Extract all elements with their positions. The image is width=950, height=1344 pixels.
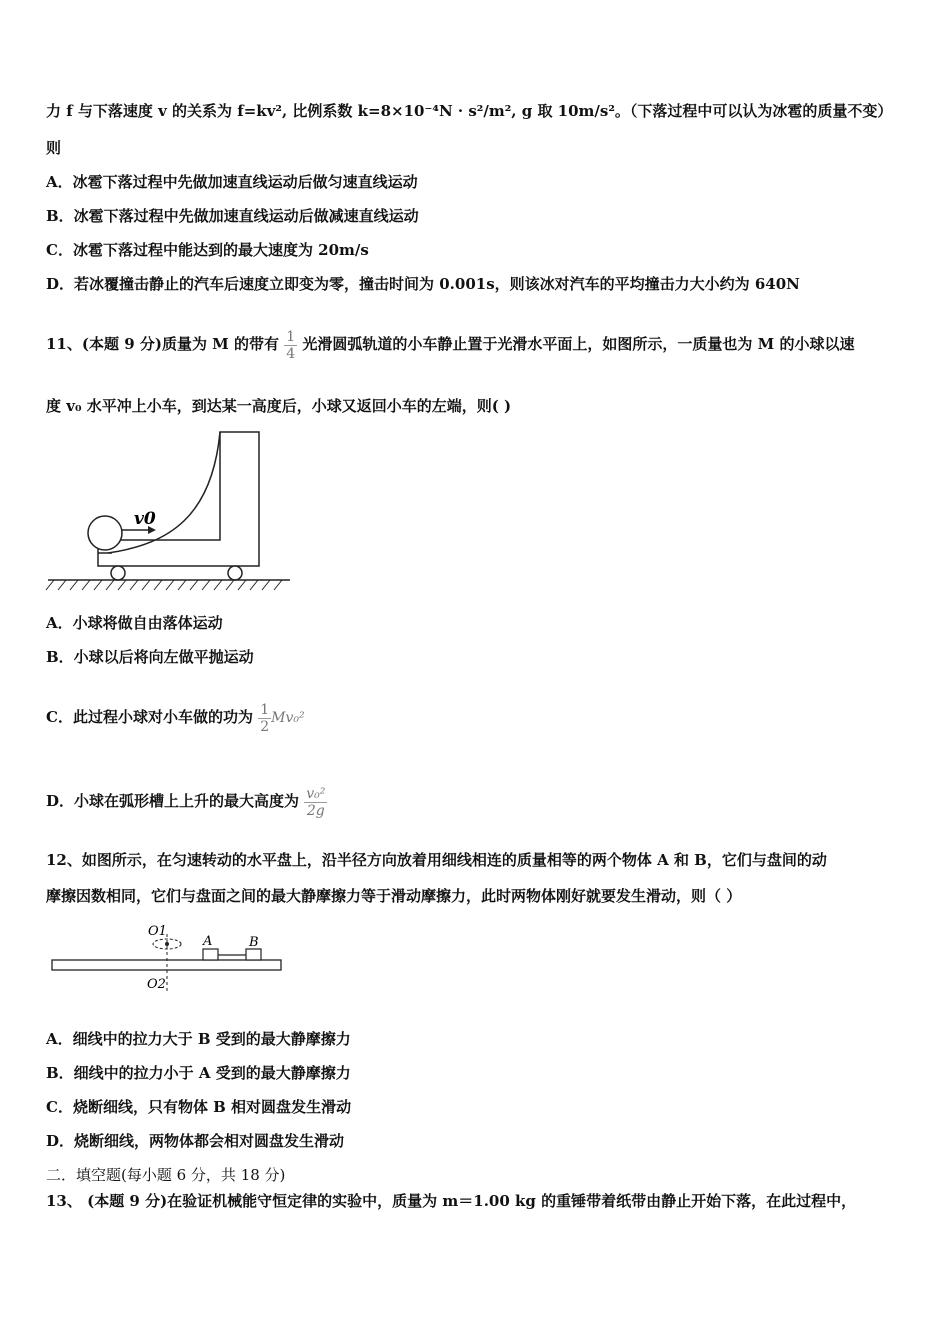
q12-option-a: A．细线中的拉力大于 B 受到的最大静摩擦力 xyxy=(46,1030,351,1048)
q11-option-b: B．小球以后将向左做平抛运动 xyxy=(46,648,254,666)
q11-stem-b: 光滑圆弧轨道的小车静止置于光滑水平面上，如图所示，一质量也为 M 的小球以速 xyxy=(302,335,855,353)
q12-option-d: D．烧断细线，两物体都会相对圆盘发生滑动 xyxy=(46,1132,345,1150)
q10-line1: 力 f 与下落速度 v 的关系为 f=kv², 比例系数 k=8×10⁻⁴N · s²/m², g 取 10m/s²。（下落过程中可以认为冰雹的质量不变） xyxy=(46,102,893,120)
q11-option-d-text: D．小球在弧形槽上上升的最大高度为 xyxy=(46,792,300,810)
arc-track xyxy=(108,432,220,553)
q11-option-c-expr: Mv₀² xyxy=(271,710,305,726)
q11-quarter-fraction xyxy=(284,329,297,362)
a-label: A xyxy=(203,934,213,949)
q11-stem-line1 xyxy=(46,314,854,374)
b-label: B xyxy=(249,935,259,950)
q11-option-d xyxy=(46,766,327,836)
ground-hatch xyxy=(46,580,282,590)
q11-cart-figure xyxy=(40,426,300,596)
q13-stem: 13、 (本题 9 分)在验证机械能守恒定律的实验中，质量为 m＝1.00 kg 的重锤带着纸带由静止开始下落，在此过程中， xyxy=(46,1192,857,1210)
q10-option-b: B．冰雹下落过程中先做加速直线运动后做减速直线运动 xyxy=(46,207,419,225)
q11-option-a: A．小球将做自由落体运动 xyxy=(46,614,223,632)
section-2-heading: 二．填空题(每小题 6 分，共 18 分) xyxy=(46,1166,286,1184)
q10-line2: 则 xyxy=(46,139,62,157)
q12-option-b: B．细线中的拉力小于 A 受到的最大静摩擦力 xyxy=(46,1064,351,1082)
q11-stem-line2: 度 v₀ 水平冲上小车，到达某一高度后，小球又返回小车的左端，则( ) xyxy=(46,397,512,415)
wheel-right xyxy=(228,566,242,580)
q11-option-d-num: v₀² xyxy=(306,785,326,802)
q11-option-c-fraction xyxy=(258,702,271,735)
q11-option-c-num: 1 xyxy=(260,701,270,718)
block-b xyxy=(246,949,261,960)
q11-option-d-den: 2g xyxy=(306,802,325,819)
q10-option-d: D．若冰覆撞击静止的汽车后速度立即变为零，撞击时间为 0.001s，则该冰对汽车的平均撞击力大小约为 640N xyxy=(46,275,800,293)
o2-label: O2 xyxy=(147,977,166,992)
q11-stem-a: 11、(本题 9 分)质量为 M 的带有 xyxy=(46,335,279,353)
q12-stem-line2: 摩擦因数相同，它们与盘面之间的最大静摩擦力等于滑动摩擦力，此时两物体刚好就要发生滑动，则（ ） xyxy=(46,887,742,905)
q12-stem-line1: 12、如图所示，在匀速转动的水平盘上，沿半径方向放着用细线相连的质量相等的两个物体 A 和 B，它们与盘间的动 xyxy=(46,851,827,869)
q12-option-c: C．烧断细线，只有物体 B 相对圆盘发生滑动 xyxy=(46,1098,352,1116)
q11-frac-den: 4 xyxy=(286,345,296,362)
block-a xyxy=(203,949,218,960)
wheel-left xyxy=(111,566,125,580)
v0-label: v0 xyxy=(134,509,156,529)
q11-option-c-den: 2 xyxy=(260,718,270,735)
q11-option-d-fraction xyxy=(304,786,327,819)
q12-disk-figure xyxy=(46,920,290,1000)
o1-label: O1 xyxy=(148,924,167,939)
q10-option-a: A．冰雹下落过程中先做加速直线运动后做匀速直线运动 xyxy=(46,173,418,191)
cart-body xyxy=(98,432,259,566)
q11-option-c-text: C．此过程小球对小车做的功为 xyxy=(46,708,253,726)
ball xyxy=(88,516,122,550)
q10-option-c: C．冰雹下落过程中能达到的最大速度为 20m/s xyxy=(46,241,369,259)
q11-frac-num: 1 xyxy=(286,328,296,345)
q11-option-c xyxy=(46,682,305,753)
